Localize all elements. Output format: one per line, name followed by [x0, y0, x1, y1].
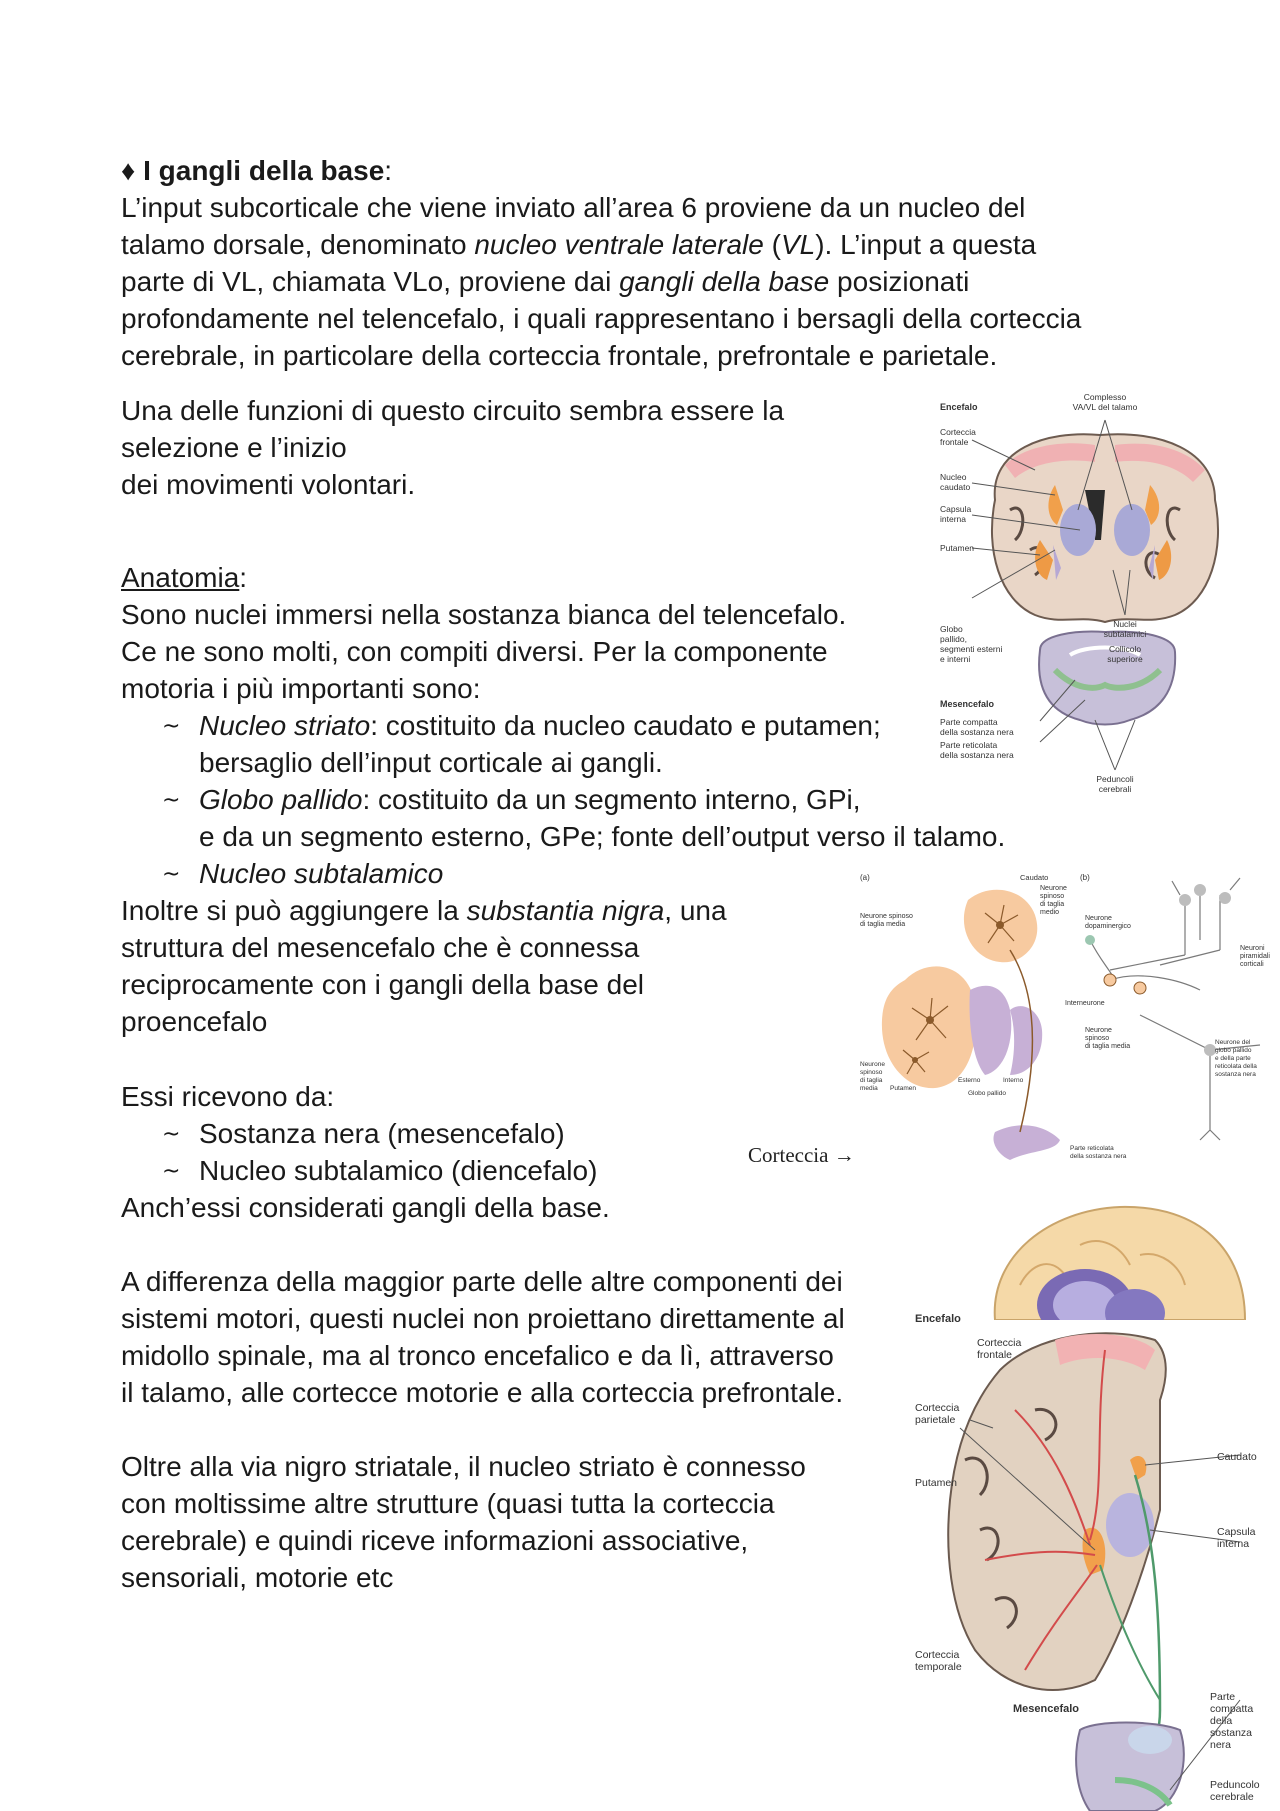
- svg-text:Nuclei: Nuclei: [1113, 619, 1137, 629]
- diamond-bullet-icon: ♦: [121, 155, 136, 186]
- svg-text:Caudato: Caudato: [1217, 1451, 1257, 1463]
- svg-text:temporale: temporale: [915, 1661, 962, 1673]
- striatal-paragraph: Oltre alla via nigro striatale, il nucleo striato è connesso con moltissime altre strutture (quasi tutta la corteccia cerebrale) e quindi riceve informazioni associative, sensoriali, motorie etc: [121, 1451, 806, 1593]
- svg-text:Parte compatta: Parte compatta: [940, 717, 998, 727]
- svg-text:spinoso: spinoso: [1085, 1035, 1110, 1042]
- svg-text:corticali: corticali: [1240, 961, 1264, 968]
- svg-text:Corteccia: Corteccia: [915, 1649, 960, 1661]
- svg-text:compatta: compatta: [1210, 1703, 1254, 1715]
- function-paragraph: Una delle funzioni di questo circuito sembra essere la selezione e l’inizio dei movimenti volontari.: [121, 395, 785, 500]
- svg-text:Parte: Parte: [1210, 1691, 1236, 1703]
- anatomy-paragraph: Sono nuclei immersi nella sostanza bianca del telencefalo. Ce ne sono molti, con compiti diversi. Per la componente motoria i più importanti sono:: [121, 599, 847, 704]
- svg-text:Neurone: Neurone: [1085, 915, 1112, 922]
- svg-text:Interneurone: Interneurone: [1065, 1000, 1105, 1007]
- anatomy-heading: Anatomia:: [121, 562, 248, 593]
- tilde-bullet-icon: ~: [162, 714, 181, 739]
- svg-text:frontale: frontale: [977, 1349, 1013, 1361]
- section-title: ♦ I gangli della base:: [121, 155, 393, 186]
- brain-lateral-figure: [900, 1195, 1280, 1320]
- svg-text:subtalamici: subtalamici: [1103, 629, 1147, 639]
- svg-text:medio: medio: [1040, 909, 1060, 916]
- svg-text:di taglia: di taglia: [1040, 901, 1065, 908]
- svg-text:della: della: [1210, 1715, 1233, 1727]
- svg-text:interna: interna: [940, 514, 966, 524]
- svg-text:sostanza nera: sostanza nera: [1215, 1071, 1256, 1078]
- list-item: Nucleo striato: costituito da nucleo caudato e putamen;: [199, 710, 881, 741]
- svg-text:Peduncoli: Peduncoli: [1096, 774, 1134, 784]
- tilde-bullet-icon: ~: [162, 1159, 181, 1184]
- svg-text:Capsula: Capsula: [940, 504, 972, 514]
- coronal-pathway-figure: [905, 1310, 1280, 1811]
- tilde-bullet-icon: ~: [162, 862, 181, 887]
- svg-text:di taglia: di taglia: [860, 1077, 883, 1084]
- svg-text:Caudato: Caudato: [1020, 873, 1049, 882]
- svg-text:sostanza: sostanza: [1210, 1727, 1253, 1739]
- list-item-continuation: e da un segmento esterno, GPe; fonte dell’output verso il talamo.: [199, 821, 1006, 852]
- list-item: Sostanza nera (mesencefalo): [199, 1118, 565, 1149]
- svg-text:Capsula: Capsula: [1217, 1526, 1256, 1538]
- svg-text:interna: interna: [1217, 1538, 1250, 1550]
- svg-text:VA/VL del talamo: VA/VL del talamo: [1072, 402, 1138, 412]
- svg-text:spinoso: spinoso: [1040, 893, 1065, 900]
- svg-text:segmenti esterni: segmenti esterni: [940, 644, 1003, 654]
- svg-text:Mesencefalo: Mesencefalo: [940, 699, 995, 709]
- svg-text:Corteccia: Corteccia: [940, 427, 976, 437]
- svg-text:Parte reticolata: Parte reticolata: [1070, 1145, 1114, 1152]
- difference-paragraph: A differenza della maggior parte delle altre componenti dei sistemi motori, questi nuclei non proiettano direttamente al midollo spinale, ma al tronco encefalico e da lì, attraverso il talamo, alle cortecce motorie e alla corteccia prefrontale.: [121, 1266, 845, 1408]
- list-item: Nucleo subtalamico (diencefalo): [199, 1155, 598, 1186]
- svg-text:nera: nera: [1210, 1739, 1232, 1751]
- section-title-text: I gangli della base: [143, 155, 385, 186]
- svg-text:dopaminergico: dopaminergico: [1085, 923, 1131, 930]
- striatal-neurons-figure: [860, 870, 1280, 1170]
- basal-ganglia-coronal-figure: [935, 390, 1275, 800]
- svg-text:(b): (b): [1080, 873, 1090, 882]
- svg-text:(a): (a): [860, 873, 870, 882]
- svg-text:di taglia media: di taglia media: [860, 921, 906, 928]
- svg-text:reticolata della: reticolata della: [1215, 1063, 1257, 1070]
- nigra-paragraph: Inoltre si può aggiungere la substantia nigra, una struttura del mesencefalo che è connessa reciprocamente con i gangli della base del proencefalo: [121, 895, 727, 1037]
- svg-text:Encefalo: Encefalo: [915, 1313, 961, 1325]
- svg-text:della sostanza nera: della sostanza nera: [1070, 1153, 1127, 1160]
- svg-text:superiore: superiore: [1107, 654, 1143, 664]
- svg-text:Putamen: Putamen: [940, 543, 975, 553]
- tilde-bullet-icon: ~: [162, 1122, 181, 1147]
- svg-text:Putamen: Putamen: [890, 1085, 917, 1092]
- svg-text:Peduncolo: Peduncolo: [1210, 1779, 1260, 1791]
- intro-paragraph: L’input subcorticale che viene inviato all’area 6 proviene da un nucleo del talamo dorsale, denominato nucleo ventrale laterale (VL). L’input a questa parte di VL, chiamata VLo, proviene dai gangli della base posizionati profondamente nel telencefalo, i quali rappresentano i bersagli della corteccia cerebrale, in particolare della corteccia frontale, prefrontale e parietale.: [121, 192, 1082, 371]
- svg-text:Neurone: Neurone: [860, 1061, 885, 1068]
- svg-text:cerebrali: cerebrali: [1098, 784, 1132, 794]
- svg-text:e interni: e interni: [940, 654, 971, 664]
- receive-note: Anch’essi considerati gangli della base.: [121, 1192, 610, 1223]
- svg-text:Interno: Interno: [1003, 1077, 1024, 1084]
- svg-text:Complesso: Complesso: [1083, 392, 1127, 402]
- svg-text:Corteccia: Corteccia: [915, 1402, 960, 1414]
- svg-text:caudato: caudato: [940, 482, 971, 492]
- svg-text:Nucleo: Nucleo: [940, 472, 967, 482]
- svg-text:Mesencefalo: Mesencefalo: [1013, 1703, 1080, 1715]
- svg-text:Esterno: Esterno: [958, 1077, 981, 1084]
- svg-text:e della parte: e della parte: [1215, 1055, 1251, 1062]
- tilde-bullet-icon: ~: [162, 788, 181, 813]
- svg-text:della sostanza nera: della sostanza nera: [940, 727, 1014, 737]
- svg-text:Neurone spinoso: Neurone spinoso: [860, 913, 913, 920]
- svg-text:Parte reticolata: Parte reticolata: [940, 740, 998, 750]
- label-encefalo: Encefalo: [940, 402, 978, 412]
- receive-heading: Essi ricevono da:: [121, 1081, 335, 1112]
- svg-text:Putamen: Putamen: [915, 1477, 958, 1489]
- svg-text:Neurone del: Neurone del: [1215, 1039, 1251, 1046]
- list-item-continuation: bersaglio dell’input corticale ai gangli.: [199, 747, 663, 778]
- list-item: Nucleo subtalamico: [199, 858, 444, 889]
- svg-text:della sostanza nera: della sostanza nera: [940, 750, 1014, 760]
- svg-text:parietale: parietale: [915, 1414, 956, 1426]
- svg-text:Neurone: Neurone: [1085, 1027, 1112, 1034]
- svg-text:Collicolo: Collicolo: [1108, 644, 1142, 654]
- svg-text:Globo: Globo: [940, 624, 963, 634]
- svg-text:Globo pallido: Globo pallido: [968, 1090, 1006, 1097]
- svg-text:media: media: [860, 1085, 878, 1092]
- svg-text:Corteccia: Corteccia: [977, 1337, 1022, 1349]
- svg-text:frontale: frontale: [940, 437, 969, 447]
- svg-text:globo pallido: globo pallido: [1215, 1047, 1252, 1054]
- svg-text:pallido,: pallido,: [940, 634, 967, 644]
- svg-text:Neurone: Neurone: [1040, 885, 1067, 892]
- svg-text:spinoso: spinoso: [860, 1069, 883, 1076]
- svg-text:cerebrale: cerebrale: [1210, 1791, 1254, 1803]
- svg-text:piramidali: piramidali: [1240, 953, 1270, 960]
- corteccia-arrow-label: Corteccia →: [748, 1143, 855, 1167]
- svg-text:Neuroni: Neuroni: [1240, 945, 1265, 952]
- list-item: Globo pallido: costituito da un segmento interno, GPi,: [199, 784, 861, 815]
- svg-text:di taglia media: di taglia media: [1085, 1043, 1131, 1050]
